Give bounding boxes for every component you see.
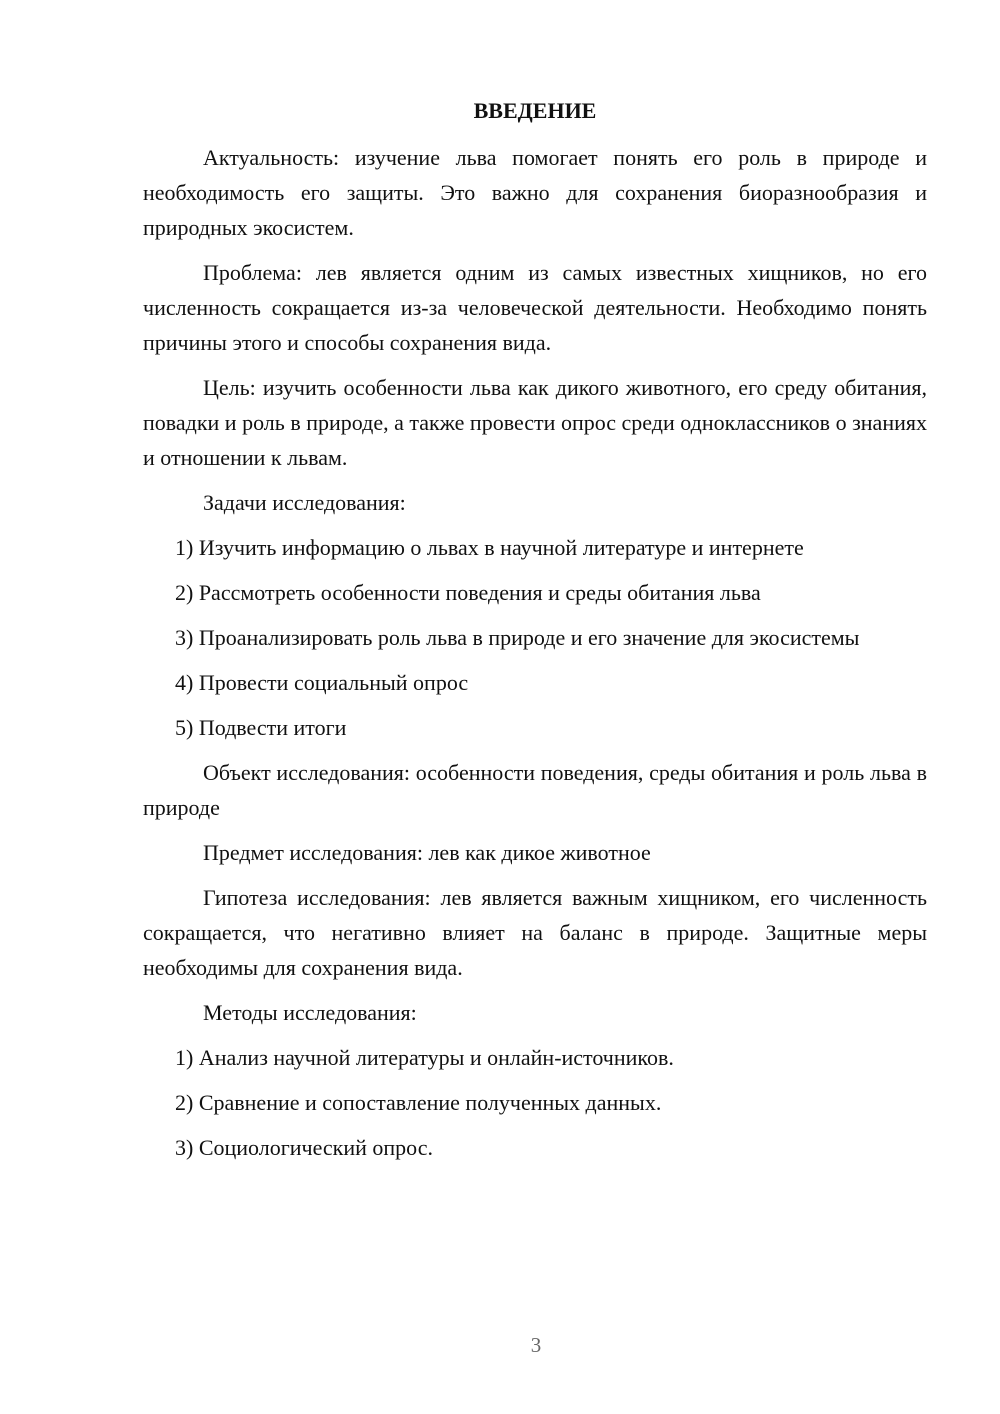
paragraph-subject: Предмет исследования: лев как дикое животное <box>203 840 651 865</box>
list-item-task-3: 3) Проанализировать роль льва в природе и его значение для экосистемы <box>175 625 860 650</box>
paragraph-methods-heading: Методы исследования: <box>203 1000 417 1025</box>
paragraph-goal: Цель: изучить особенности льва как дикого животного, его среду обитания, повадки и роль в природе, а также провести опрос среди одноклассников о знаниях и отношении к львам. <box>143 375 927 470</box>
list-item-task-5: 5) Подвести итоги <box>175 715 347 740</box>
paragraph-problem: Проблема: лев является одним из самых известных хищников, но его численность сокращается из-за человеческой деятельности. Необходимо понять причины этого и способы сохранения вида. <box>143 260 927 355</box>
list-item-method-3: 3) Социологический опрос. <box>175 1135 433 1160</box>
paragraph-relevance: Актуальность: изучение льва помогает понять его роль в природе и необходимость его защиты. Это важно для сохранения биоразнообразия и природных экосистем. <box>143 145 927 240</box>
paragraph-object: Объект исследования: особенности поведения, среды обитания и роль льва в природе <box>143 760 927 820</box>
page-number: 3 <box>530 1333 542 1357</box>
page-content <box>143 95 927 1175</box>
list-item-task-4: 4) Провести социальный опрос <box>175 670 469 695</box>
paragraph-tasks-heading: Задачи исследования: <box>203 490 406 515</box>
list-item-method-2: 2) Сравнение и сопоставление полученных данных. <box>175 1090 662 1115</box>
list-item-task-1: 1) Изучить информацию о львах в научной литературе и интернете <box>175 535 804 560</box>
list-item-method-1: 1) Анализ научной литературы и онлайн-источников. <box>175 1045 674 1070</box>
paragraph-hypothesis: Гипотеза исследования: лев является важным хищником, его численность сокращается, что негативно влияет на баланс в природе. Защитные меры необходимы для сохранения вида. <box>143 885 927 980</box>
list-item-task-2: 2) Рассмотреть особенности поведения и среды обитания льва <box>175 580 761 605</box>
section-title: ВВЕДЕНИЕ <box>473 98 597 123</box>
